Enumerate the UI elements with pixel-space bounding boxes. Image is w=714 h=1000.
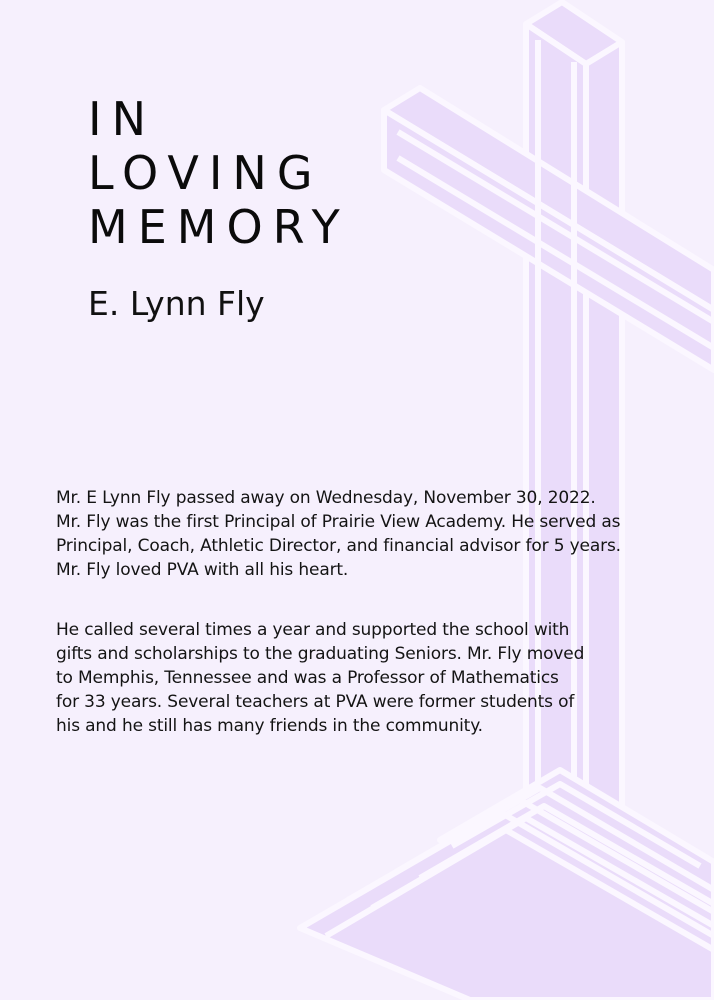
honoree-name: E. Lynn Fly — [88, 284, 265, 323]
paragraph-line: to Memphis, Tennessee and was a Professor of Mathematics — [56, 668, 559, 688]
paragraph-line: Mr. Fly loved PVA with all his heart. — [56, 560, 349, 580]
obituary-paragraph-2 — [56, 618, 696, 738]
paragraph-line: Mr. Fly was the first Principal of Prairie View Academy. He served as — [56, 512, 621, 532]
cross-vertical-beam-side — [586, 42, 622, 880]
page-heading — [88, 92, 350, 254]
heading-line-loving: LOVING — [88, 146, 323, 200]
paragraph-line: his and he still has many friends in the community. — [56, 716, 483, 736]
paragraph-line: gifts and scholarships to the graduating Seniors. Mr. Fly moved — [56, 644, 585, 664]
heading-line-memory: MEMORY — [88, 200, 350, 254]
obituary-paragraph-1 — [56, 486, 696, 582]
paragraph-line: Mr. E Lynn Fly passed away on Wednesday, November 30, 2022. — [56, 488, 596, 508]
paragraph-line: Principal, Coach, Athletic Director, and financial advisor for 5 years. — [56, 536, 621, 556]
heading-line-in: IN — [88, 92, 156, 146]
paragraph-line: He called several times a year and supported the school with — [56, 620, 570, 640]
paragraph-line: for 33 years. Several teachers at PVA were former students of — [56, 692, 575, 712]
